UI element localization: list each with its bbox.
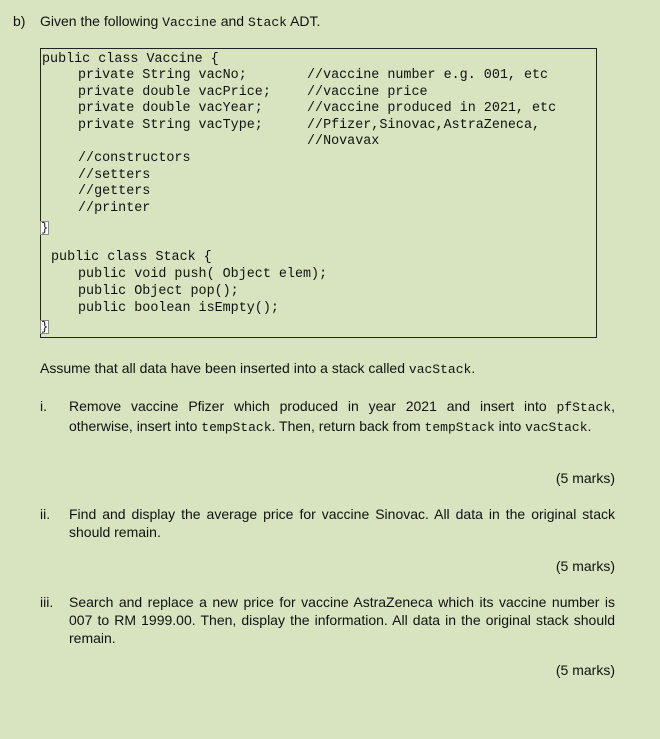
field-vacprice-comment: //vaccine price — [307, 84, 428, 100]
question-heading — [40, 13, 320, 30]
heading-vaccine-class: Vaccine — [162, 15, 217, 30]
q1-code-tempstack-2: tempStack — [424, 420, 495, 435]
question-2-text: Find and display the average price for vaccine Sinovac. All data in the original stack should remain. — [69, 506, 615, 540]
intro-paragraph — [40, 360, 615, 378]
question-3-numeral: iii. — [40, 594, 54, 610]
q1-code-vacstack: vacStack — [525, 420, 588, 435]
question-2-marks: (5 marks) — [555, 558, 615, 574]
heading-suffix: ADT. — [290, 13, 321, 29]
question-3-marks: (5 marks) — [555, 662, 615, 678]
method-push: public void push( Object elem); — [78, 267, 328, 282]
comment-setters: //setters — [78, 167, 151, 183]
question-3-text: Search and replace a new price for vaccine AstraZeneca which its vaccine number is 007 to RM 1999.00. Then, display the information. All data in the original stack should remain. — [69, 594, 615, 646]
comment-getters: //getters — [78, 184, 151, 199]
part-label: b) — [13, 13, 26, 29]
heading-and: and — [220, 13, 245, 29]
heading-stack-class: Stack — [247, 15, 287, 30]
vaccine-class-declaration: public class Vaccine { — [42, 52, 219, 67]
field-vacno-decl: private String vacNo; — [78, 68, 247, 83]
q1-code-pfstack: pfStack — [556, 400, 612, 415]
q1-part-4: into — [498, 418, 522, 434]
intro-stack-name: vacStack — [408, 362, 472, 377]
question-1-numeral: i. — [40, 398, 47, 414]
method-isempty: public boolean isEmpty(); — [78, 301, 279, 316]
q1-part-1: Remove vaccine Pfizer which produced in year 2021 and insert into — [69, 398, 547, 414]
field-vacprice-decl: private double vacPrice; — [78, 84, 271, 100]
field-vacno-comment: //vaccine number e.g. 001, etc — [307, 68, 549, 83]
comment-constructors: //constructors — [78, 151, 191, 166]
field-vacyear-decl: private double vacYear; — [78, 101, 263, 116]
field-vacyear-comment: //vaccine produced in 2021, etc — [307, 101, 557, 116]
comment-printer: //printer — [78, 200, 151, 216]
intro-text: Assume that all data have been inserted into a stack called — [40, 360, 405, 376]
method-pop: public Object pop(); — [78, 284, 239, 299]
question-2-numeral: ii. — [40, 506, 51, 522]
field-vactype-comment-cont: //Novavax — [307, 134, 380, 149]
field-vactype-decl: private String vacType; — [78, 117, 263, 133]
q1-part-3: . Then, return back from — [271, 418, 421, 434]
field-vactype-comment: //Pfizer,Sinovac,AstraZeneca, — [307, 117, 541, 133]
q1-part-2: , otherwise, insert into — [69, 398, 615, 434]
vaccine-closing-brace: } — [41, 221, 49, 235]
stack-class-declaration: public class Stack { — [51, 250, 212, 265]
intro-end: . — [471, 360, 476, 376]
question-1-text — [69, 397, 615, 437]
q1-code-tempstack: tempStack — [201, 420, 272, 435]
question-1-marks: (5 marks) — [555, 470, 615, 486]
heading-prefix: Given the following — [40, 13, 159, 29]
stack-closing-brace: } — [41, 320, 49, 334]
q1-part-5: . — [587, 418, 592, 434]
